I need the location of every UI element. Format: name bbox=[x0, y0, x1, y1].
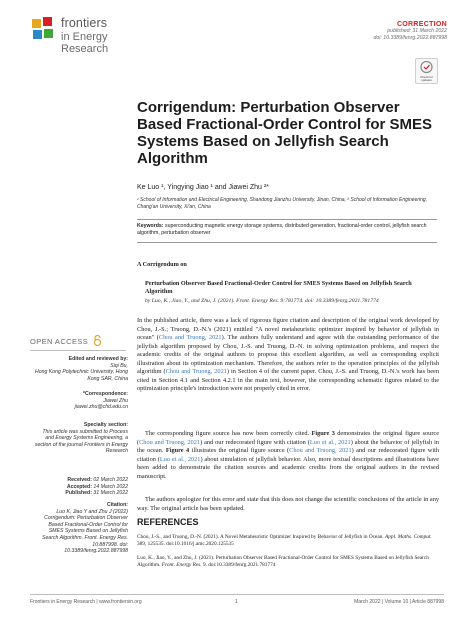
text: demonstrates the original figure source ( bbox=[137, 430, 439, 446]
citation-link[interactable]: Chou and Truong, 2021 bbox=[165, 368, 227, 375]
paragraph-3: The authors apologize for this error and state that this does not change the scientific conclusions of the article in any way. The original article has been updated. bbox=[137, 496, 439, 512]
published-date: published: 31 March 2022 bbox=[387, 28, 447, 34]
reference-item bbox=[137, 555, 439, 569]
corrigendum-title: Perturbation Observer Based Fractional-Order Control for SMES Systems Based on Jellyfish Search Algorithm bbox=[145, 280, 412, 295]
citation-link[interactable]: Chou and Truong, 2021 bbox=[289, 447, 352, 454]
reference-doi[interactable]: 9. doi:10.3389/fenrg.2021.781774 bbox=[201, 562, 276, 568]
page-number: 1 bbox=[235, 599, 238, 605]
citation-info bbox=[33, 502, 128, 555]
correspondence-heading: *Correspondence: bbox=[83, 391, 128, 397]
divider bbox=[137, 242, 437, 243]
text: Chou, J.-S., and Truong, D.-N. (2021). A Novel Metaheuristic Optimizer Inspired by Behavior of Jellyfish in Ocean. bbox=[137, 534, 386, 540]
figure-ref[interactable]: Figure 3 bbox=[311, 430, 335, 437]
footer-issue-info: March 2022 | Volume 10 | Article 887998 bbox=[354, 599, 444, 605]
dates-info bbox=[33, 477, 128, 497]
editor-affiliation: Hong Kong Polytechnic University, Hong Kong SAR, China bbox=[34, 369, 128, 382]
keywords bbox=[137, 223, 437, 237]
keywords-text: superconducting magnetic energy storage systems, distributed generation, fractional-order control, jellyfish search algorithm, perturbation observer bbox=[137, 223, 427, 236]
affiliations: ¹ School of Information and Electrical Engineering, Shandong Jianzhu University, Jinan, China, ² School of Information Engineering, Chang'an University, Xi'an, China bbox=[137, 197, 428, 210]
reference-item bbox=[137, 534, 439, 548]
article-meta bbox=[373, 21, 447, 42]
journal-name: in Energy Research bbox=[61, 31, 109, 55]
check-updates-label: Check for updates bbox=[420, 75, 433, 82]
citation-text[interactable]: Luo K, Jiao Y and Zhu J (2022) Corrigendum: Perturbation Observer Based Fractional-Order Control for SMES Systems Based on Jellyfish Search Algorithm. Front. Energy Res. 10:887998. doi: 10.3389/fenrg.2022.887998 bbox=[41, 508, 128, 555]
received-label: Received: bbox=[67, 477, 92, 483]
correspondence-email[interactable]: jiawei.zhu@chd.edu.cn bbox=[74, 404, 128, 411]
specialty-heading: Specialty section: bbox=[83, 422, 128, 428]
text: The corresponding figure source has now been correctly cited. bbox=[145, 430, 312, 437]
references-heading: REFERENCES bbox=[137, 517, 199, 527]
accepted-date: 14 March 2022 bbox=[93, 483, 128, 490]
divider bbox=[30, 350, 126, 351]
paragraph-2 bbox=[137, 430, 439, 481]
corrigendum-citation[interactable]: by Luo, K., Jiao, Y., and Zhu, J. (2021). Front. Energy Res. 9:781774. doi: 10.3389/fenrg.2021.781774 bbox=[145, 298, 379, 304]
citation-heading: Citation: bbox=[106, 502, 128, 508]
editor-name: Siqi Bu, bbox=[110, 362, 128, 369]
reference-doi[interactable]: 389, 125535. doi:10.1016/j.amc.2020.125535 bbox=[137, 541, 234, 547]
text: ) in Section 4 of the current paper. Chou, J.-S. and Truong, D.-N.'s work has been cited in Section 4.1 and Section 4.2.1 in the main text, however, the corresponding schematic figures related to the optimization principle's introduction were not properly cited in error. bbox=[137, 368, 439, 392]
keywords-label: Keywords: bbox=[137, 223, 164, 229]
citation-link[interactable]: Chou and Truong, 2021 bbox=[139, 438, 201, 446]
open-access-lock-icon bbox=[93, 335, 102, 346]
specialty-info bbox=[33, 422, 128, 455]
divider bbox=[137, 219, 437, 220]
text: ) about simulation of jellyfish behavior. Also, more textual descriptions and illustrations have been added to demonstrate the citation sources and academic credits from the original authors in the revised manuscript. bbox=[137, 455, 439, 480]
frontiers-logo-icon bbox=[30, 16, 56, 42]
section-heading: A Corrigendum on bbox=[137, 261, 187, 268]
open-access-label: OPEN ACCESS bbox=[30, 337, 89, 346]
text: ) and our redecorated figure with citation ( bbox=[200, 438, 310, 446]
received-date: 02 March 2022 bbox=[93, 477, 128, 483]
text: Front. Energy Res. bbox=[161, 562, 202, 568]
article-type: CORRECTION bbox=[396, 21, 447, 28]
article-title: Corrigendum: Perturbation Observer Based Fractional-Order Control for SMES Systems Based on Jellyfish Search Algorithm bbox=[137, 99, 433, 167]
text: Appl. Maths. Comput. bbox=[385, 534, 432, 540]
text: In the published article, there was a lack of rigorous figure citation and description of the original work developed by Chou, J.-S.; Truong, D.-N.'s (2021) entitled "A novel metaheuristic optimizer inspired by behavior of jellyfish in ocean" ( bbox=[137, 317, 439, 341]
correspondence-name: Jiawei Zhu bbox=[103, 397, 128, 404]
footer-divider bbox=[30, 594, 444, 595]
published-date-sidebar: 31 March 2022 bbox=[93, 490, 128, 497]
specialty-text: This article was submitted to Process and Energy Systems Engineering, a section of the journal Frontiers in Energy Research bbox=[34, 428, 128, 455]
citation-link[interactable]: Luo et al., 2021 bbox=[309, 438, 351, 446]
editor-info bbox=[33, 356, 128, 382]
accepted-label: Accepted: bbox=[66, 483, 92, 490]
journal-brand: frontiers bbox=[61, 16, 108, 30]
author-list[interactable]: Ke Luo ¹, Yingying Jiao ¹ and Jiawei Zhu ²* bbox=[137, 184, 269, 191]
text: ) about the behavior of jellyfish in the ocean. bbox=[137, 438, 439, 454]
citation-link[interactable]: Chou and Truong, 2021 bbox=[158, 334, 222, 341]
text: Luo, K., Jiao, Y., and Zhu, J. (2021). Perturbation Observer Based Fractional-Order Control for SMES Systems Based on Jellyfish Search Algorithm. bbox=[137, 555, 429, 568]
journal-logo[interactable] bbox=[30, 14, 145, 55]
article-doi[interactable]: doi: 10.3389/fenrg.2022.887998 bbox=[373, 35, 447, 41]
footer-journal-link[interactable]: Frontiers in Energy Research | www.frontiersin.org bbox=[30, 599, 142, 605]
text: ) and our redecorated figure with citation ( bbox=[137, 447, 439, 463]
published-label: Published: bbox=[65, 490, 92, 497]
correspondence-info bbox=[33, 391, 128, 411]
paragraph-1 bbox=[137, 317, 439, 394]
check-updates-icon bbox=[416, 59, 437, 75]
figure-ref[interactable]: Figure 4 bbox=[165, 447, 190, 454]
edited-heading: Edited and reviewed by: bbox=[68, 356, 128, 362]
text: ). The authors fully understand and agree with the outstanding performance of the jellyfish algorithm proposed by Chou, J.-S. and Truong, D.-N. in solving optimization problems, and respect the academic credits of the original authors to propose this excellent algorithm, as well as corresponding explicit illustration about its optimization mechanism. Therefore, the authors refer to the operation principles of the jellyfish algorithm ( bbox=[137, 334, 439, 375]
check-for-updates-button[interactable] bbox=[415, 58, 438, 84]
citation-link[interactable]: Luo et al., 2021 bbox=[159, 455, 201, 463]
text: illustrates the original figure source ( bbox=[189, 447, 290, 454]
